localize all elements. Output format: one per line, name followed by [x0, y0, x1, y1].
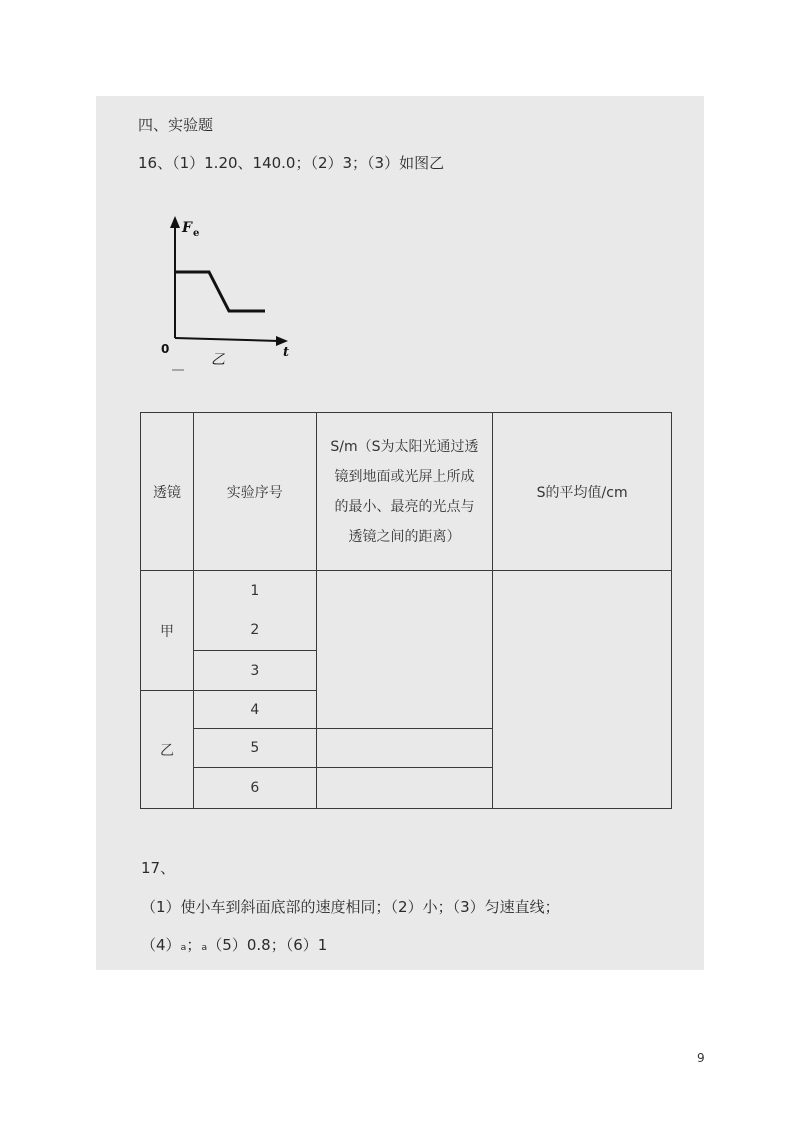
y-axis-subscript: e [193, 228, 200, 239]
s-desc-line: S/m（S为太阳光通过透 [330, 438, 479, 455]
force-curve [175, 272, 265, 311]
x-axis [175, 338, 279, 341]
trial-cell: 4 [193, 691, 316, 729]
s-value-cell [316, 729, 493, 768]
trial-cell: 1 [193, 571, 316, 611]
s-desc-line: 透镜之间的距离） [348, 528, 461, 545]
q16-answer: 16、（1）1.20、140.0；（2）3；（3）如图乙 [138, 154, 445, 172]
section-title: 四、实验题 [138, 116, 214, 134]
graph-caption: 乙 [211, 352, 225, 368]
table-row [141, 571, 672, 611]
y-axis-arrow [170, 216, 180, 228]
header-lens: 透镜 [141, 413, 194, 571]
s-value-cell [316, 691, 493, 729]
lens-cell: 乙 [141, 691, 194, 809]
header-average: S的平均值/cm [493, 413, 672, 571]
s-value-cell [316, 768, 493, 809]
average-cell [493, 571, 672, 809]
header-trial: 实验序号 [193, 413, 316, 571]
trial-cell: 2 [193, 611, 316, 651]
x-axis-label: t [283, 345, 290, 360]
lens-cell: 甲 [141, 571, 194, 691]
q17-answer-line2: （4）ₐ；ₐ（5）0.8；（6）1 [141, 936, 328, 954]
force-time-graph [155, 210, 300, 375]
s-desc-line: 镜到地面或光屏上所成 [334, 468, 475, 485]
trial-cell: 6 [193, 768, 316, 809]
table-header-row [141, 413, 672, 571]
header-s-description [316, 413, 493, 571]
trial-cell: 5 [193, 729, 316, 768]
s-value-cell [316, 571, 493, 611]
trial-cell: 3 [193, 651, 316, 691]
y-axis-label: F [182, 220, 192, 236]
page-number: 9 [697, 1051, 705, 1065]
origin-label: 0 [161, 342, 170, 356]
s-desc-line: 的最小、最亮的光点与 [334, 498, 475, 515]
s-value-cell [316, 651, 493, 691]
lens-experiment-table [140, 412, 672, 809]
q17-answer-line1: （1）使小车到斜面底部的速度相同；（2）小；（3）匀速直线； [141, 898, 560, 916]
q17-number: 17、 [141, 859, 176, 877]
s-value-cell [316, 611, 493, 651]
